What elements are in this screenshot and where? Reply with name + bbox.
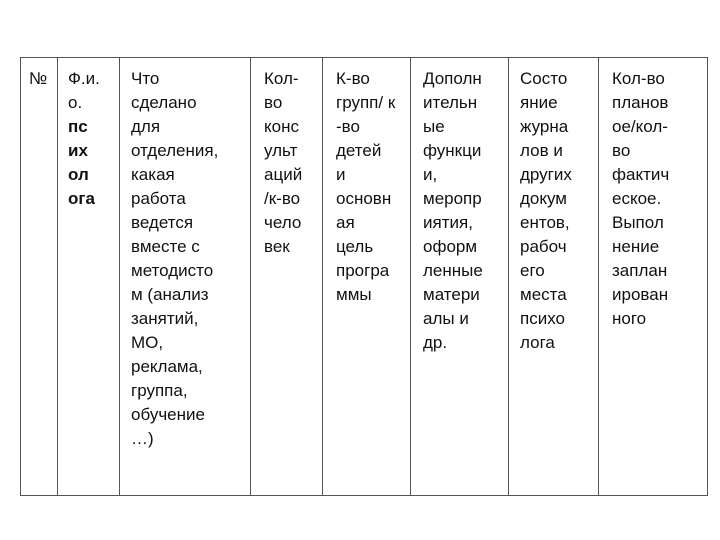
header-row: [21, 58, 708, 496]
additional-functions-cell: [411, 58, 509, 496]
groups-count-header: К-во групп/ к -во детей и основн ая цель програ ммы: [336, 69, 396, 304]
groups-count-cell: [323, 58, 411, 496]
journals-state-header: Состо яние журна лов и других докум ентов, рабоч его места психо лога: [520, 69, 572, 352]
journals-state-cell: [509, 58, 599, 496]
consultations-count-cell: [251, 58, 323, 496]
psychologist-name-prefix: Ф.и. о.: [68, 69, 100, 112]
psychologist-name-rest: пс их ол ога: [68, 117, 95, 208]
consultations-count-header: Кол- во конс ульт аций /к-во чело век: [264, 69, 303, 256]
additional-functions-header: Дополн ительн ые функци и, меропр иятия, оформ ленные матери алы и др.: [423, 69, 483, 352]
work-done-header: Что сделано для отделения, какая работа ведется вместе с методисто м (анализ занятий, МО, реклама, группа, обучение …): [131, 69, 219, 448]
plans-count-header: Кол-во планов ое/кол- во фактич еское. Выпол нение заплан ирован ного: [612, 69, 670, 328]
plans-count-cell: [599, 58, 708, 496]
number-column-header: №: [29, 69, 48, 88]
report-table: [20, 57, 708, 496]
psychologist-name-cell: [58, 58, 120, 496]
work-done-cell: [120, 58, 251, 496]
psychologist-name-header: [58, 58, 119, 211]
number-column-cell: [21, 58, 58, 496]
